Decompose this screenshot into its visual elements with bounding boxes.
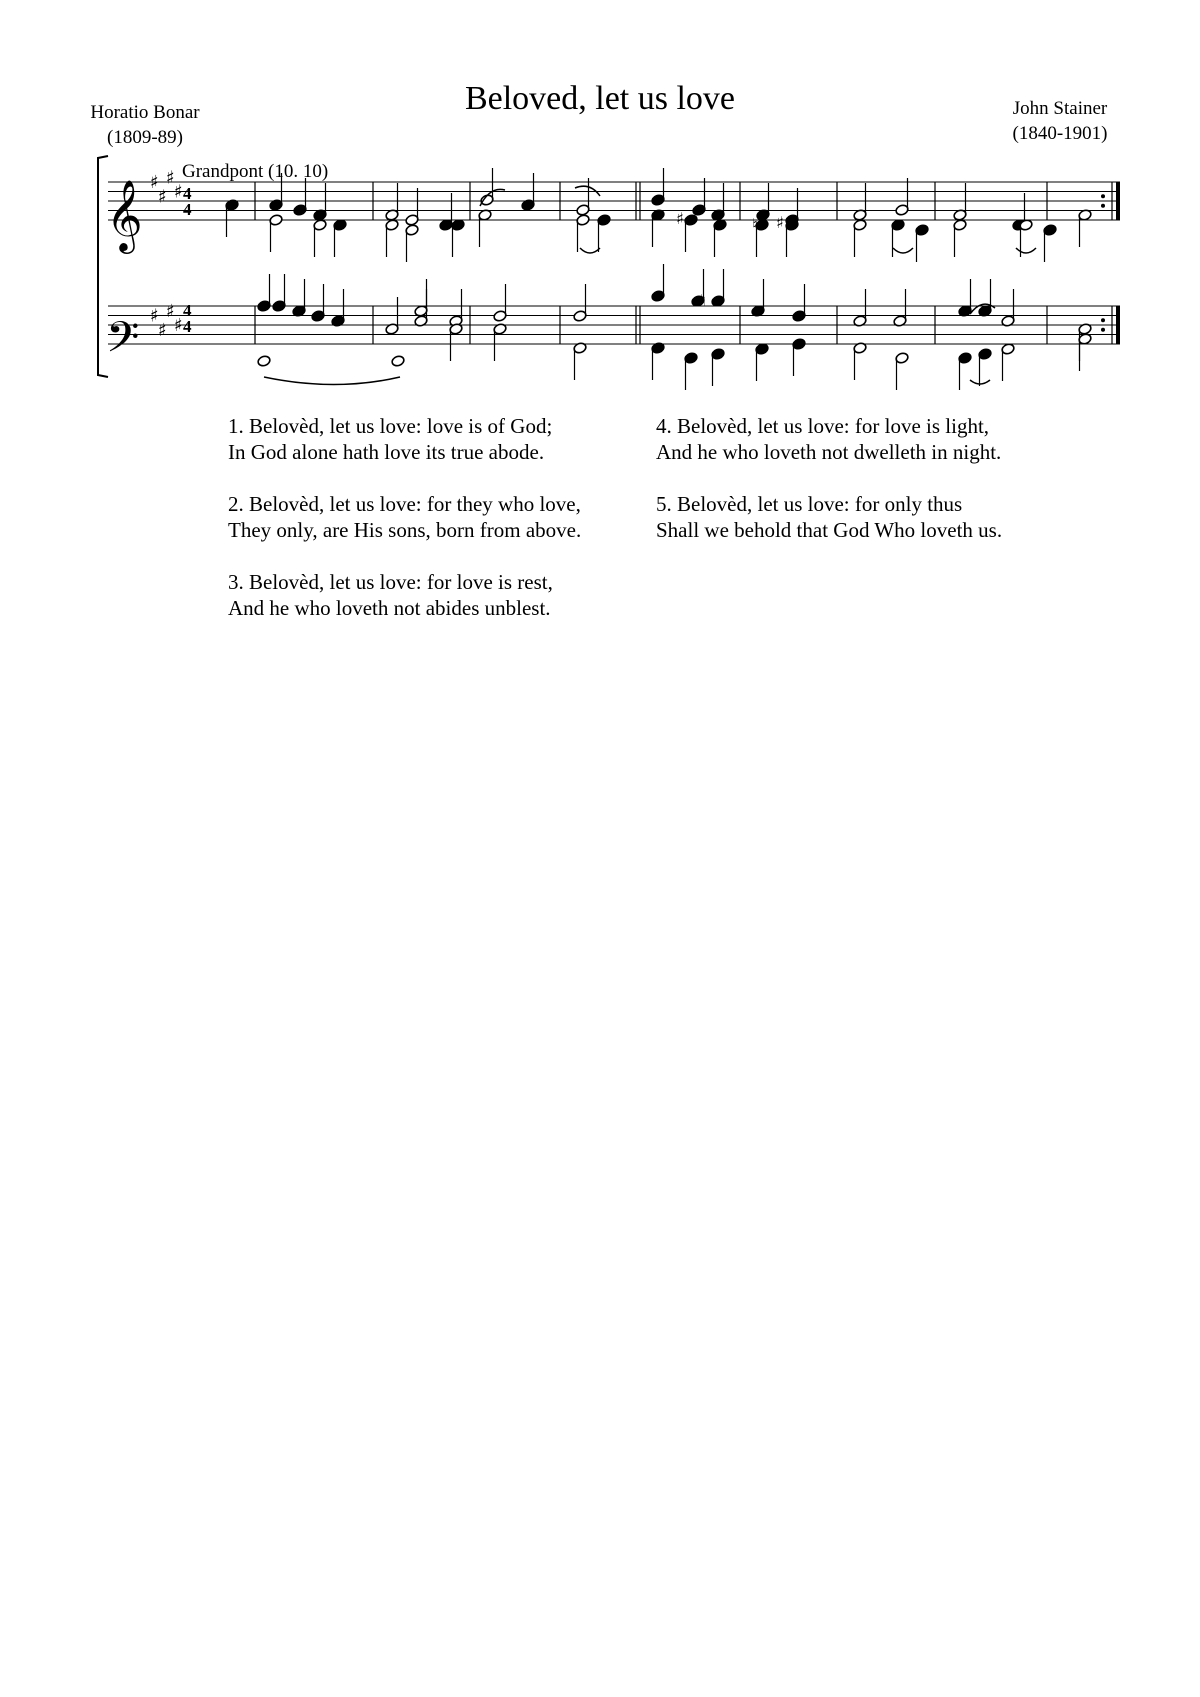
staff-lines — [108, 182, 1120, 344]
tie-curve — [264, 377, 400, 385]
slur-curve — [580, 248, 600, 253]
music-score — [0, 0, 1200, 420]
verse-line: Shall we behold that God Who loveth us. — [656, 518, 1003, 542]
sharp-icon: ♯ — [676, 209, 684, 228]
verse-line: They only, are His sons, born from above. — [228, 518, 582, 542]
verse-1 — [228, 413, 552, 465]
verse-line: And he who loveth not dwelleth in night. — [656, 440, 1002, 464]
clefs — [106, 178, 143, 373]
author-dates: (1809-89) — [107, 127, 183, 148]
sharp-icon: ♯ — [150, 172, 159, 193]
verse-2 — [228, 491, 581, 543]
composer-dates: (1840-1901) — [1012, 123, 1108, 144]
end-dot — [1101, 328, 1105, 332]
hymn-title: Beloved, let us love — [464, 80, 736, 117]
verse-line: 3. Belovèd, let us love: for love is rest, — [228, 570, 553, 594]
half-note — [391, 355, 405, 368]
slur-curve — [1016, 248, 1036, 253]
composer-name: John Stainer — [1012, 98, 1108, 119]
verse-3 — [228, 569, 553, 621]
treble-clef-icon: 𝄞 — [106, 178, 143, 251]
tune-name: Grandpont (10. 10) — [182, 161, 329, 182]
bass-clef-icon: 𝄢 — [106, 313, 140, 373]
verse-line: And he who loveth not abides unblest. — [228, 596, 551, 620]
time-signature — [183, 184, 192, 336]
verse-line: 2. Belovèd, let us love: for they who love, — [228, 492, 581, 516]
time-sig-top-treble: 4 — [183, 184, 192, 203]
verse-4 — [656, 413, 1001, 465]
end-dot — [1101, 194, 1105, 198]
verse-5 — [656, 491, 1002, 543]
sharp-icon: ♯ — [150, 305, 159, 327]
end-dot — [1101, 318, 1105, 322]
sharp-icon: ♯ — [158, 319, 167, 341]
barlines — [255, 182, 1118, 344]
sharp-icon: ♯ — [166, 167, 175, 189]
verse-line: 1. Belovèd, let us love: love is of God; — [228, 414, 553, 438]
verse-line: In God alone hath love its true abode. — [228, 440, 545, 464]
sharp-icon: ♯ — [776, 213, 784, 232]
natural-icon: ♮ — [700, 291, 706, 310]
sharp-icon: ♯ — [166, 300, 175, 322]
verse-line: 4. Belovèd, let us love: for love is light, — [656, 414, 990, 438]
time-sig-bottom-treble: 4 — [183, 200, 192, 219]
half-note — [257, 355, 271, 368]
time-sig-top-bass: 4 — [183, 301, 192, 320]
verse-line: 5. Belovèd, let us love: for only thus — [656, 492, 963, 516]
sharp-icon: ♯ — [158, 186, 167, 208]
key-signature — [150, 167, 183, 341]
end-dot — [1101, 204, 1105, 208]
time-sig-bottom-bass: 4 — [183, 317, 192, 336]
sharp-icon: ♯ — [174, 181, 183, 203]
author-name: Horatio Bonar — [90, 102, 200, 123]
sharp-icon: ♯ — [174, 315, 183, 336]
natural-icon: ♮ — [752, 215, 758, 234]
slur-curve — [893, 248, 913, 253]
